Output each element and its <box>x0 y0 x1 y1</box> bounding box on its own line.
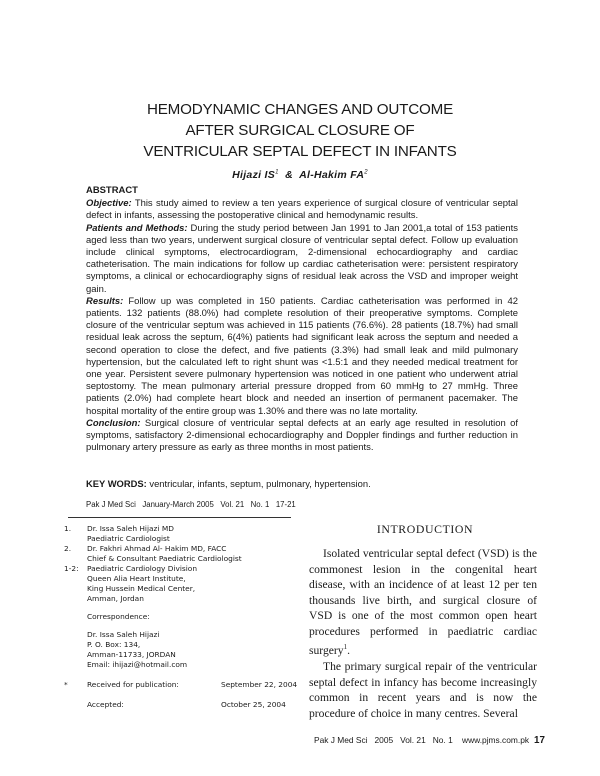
correspondence-label: Correspondence: <box>87 612 150 621</box>
author-1: Hijazi IS <box>232 169 276 181</box>
methods-label: Patients and Methods: <box>86 222 188 234</box>
footer-journal-info: Pak J Med Sci 2005 Vol. 21 No. 1 www.pjms.com.pk <box>314 735 530 745</box>
accepted-row <box>64 700 304 710</box>
title-line-3: VENTRICULAR SEPTAL DEFECT IN INFANTS <box>143 143 457 160</box>
keywords-line <box>86 478 518 489</box>
footnote-3-line-3: King Hussein Medical Center, <box>87 584 196 593</box>
introduction-paragraph-1 <box>309 546 537 658</box>
author-line <box>0 169 600 181</box>
author-2-affiliation: 2 <box>364 169 368 176</box>
methods-text: During the study period between Jan 1991 to Jan 2001,a total of 153 patients aged less than two years, underwent surgical closure of ventricular septal defect. Follow up evaluation include clinical symptoms, electrocardiogram, 2-dimensional echocardiography and cardiac catheterisation. The main indications for follow up cardiac catheterisation were: persistent respiratory symptoms, a clinical or echocardiography signs of residual leak across the VSD and improper weight gain. <box>86 222 518 295</box>
footnote-divider <box>68 517 291 518</box>
abstract-heading: ABSTRACT <box>86 185 138 196</box>
objective-label: Objective: <box>86 198 132 210</box>
abstract-conclusion <box>86 418 518 455</box>
keywords-label: KEY WORDS: <box>86 478 147 489</box>
abstract-methods <box>86 223 518 296</box>
title-line-2: AFTER SURGICAL CLOSURE OF <box>185 122 415 139</box>
footnote-2-line-2: Chief & Consultant Paediatric Cardiologist <box>87 554 242 563</box>
introduction-paragraph-2: The primary surgical repair of the ventricular septal defect in infancy has become increasingly common in recent years and is now the procedure of choice in many centres. Several <box>309 660 537 720</box>
footnote-3 <box>64 564 304 604</box>
intro-citation-ref: 1 <box>343 642 348 651</box>
abstract-section <box>86 185 518 454</box>
author-2: Al-Hakim FA <box>299 169 365 181</box>
conclusion-text: Surgical closure of ventricular septal defects at an early age resulted in resolution of symptoms, satisfactory 2-dimensional echocardiography and Doppler findings and further reduction in pulmonary artery pressure as early as three months in most patients. <box>86 417 518 454</box>
footnote-3-line-2: Queen Alia Heart Institute, <box>87 574 186 583</box>
correspondence-city: Amman-11733, JORDAN <box>87 650 176 659</box>
conclusion-label: Conclusion: <box>86 417 141 429</box>
correspondence-pobox: P. O. Box: 134, <box>87 640 141 649</box>
correspondence-name: Dr. Issa Saleh Hijazi <box>87 630 160 639</box>
results-text: Follow up was completed in 150 patients. Cardiac catheterisation was performed in 42 patients. 132 patients (88.0%) had complete resolution of their preoperative symptoms. Complete closure of the ventricular septum was achieved in 115 patients (76.6%). 28 patients (18.7%) had small residual leak across the septum, 6(4%) patients had significant leak across the septum and needed a second operation to close the defect, and five patients (3.3%) had small leak and mild pulmonary hypertension, but the calculated left to right shunt was <1.5:1 and they needed medical treatment for one year. Persistent severe pulmonary hypertension was noticed in one patient who underwent atrial septostomy. The mean pulmonary arterial pressure dropped from 60 mmHg to 27 mmHg. Three patients (2.0%) had complete heart block and needed an insertion of permanent pacemaker. The hospital mortality of the entire group was 1.30% and there was no late mortality. <box>86 295 518 417</box>
introduction-body <box>309 546 537 722</box>
introduction-heading: INTRODUCTION <box>376 522 474 536</box>
title-line-1: HEMODYNAMIC CHANGES AND OUTCOME <box>146 101 453 118</box>
footnote-2-number: 2. <box>64 544 72 553</box>
page-number: 17 <box>534 735 545 746</box>
footnote-1-line-2: Paediatric Cardiologist <box>87 534 170 543</box>
footnote-1 <box>64 524 304 544</box>
footnote-3-line-4: Amman, Jordan <box>87 594 144 603</box>
abstract-results <box>86 296 518 418</box>
intro-para-1-end: . <box>347 643 350 657</box>
correspondence-email: Email: ihijazi@hotmail.com <box>87 660 188 669</box>
keywords-text: ventricular, infants, septum, pulmonary, hypertension. <box>146 478 371 489</box>
footnote-3-number: 1-2: <box>64 564 79 573</box>
accepted-label: Accepted: <box>87 700 124 709</box>
author-1-affiliation: 1 <box>275 169 279 176</box>
article-title <box>80 99 520 162</box>
footnote-3-line-1: Paediatric Cardiology Division <box>87 564 198 573</box>
received-label: Received for publication: <box>87 680 179 689</box>
citation-line: Pak J Med Sci January-March 2005 Vol. 21 No. 1 17-21 <box>86 500 296 509</box>
correspondence-block <box>64 612 304 670</box>
objective-text: This study aimed to review a ten years experience of surgical closure of ventricular septal defect in infants, assessing the postoperative clinical and hemodynamic results. <box>86 198 518 222</box>
footnote-2 <box>64 544 304 564</box>
accepted-date: October 25, 2004 <box>221 700 286 709</box>
page-footer <box>314 735 545 746</box>
footnote-1-line-1: Dr. Issa Saleh Hijazi MD <box>87 524 174 533</box>
received-star: * <box>64 680 68 689</box>
footnote-1-number: 1. <box>64 524 72 533</box>
author-separator: & <box>285 169 294 181</box>
results-label: Results: <box>86 295 124 307</box>
abstract-objective <box>86 198 518 222</box>
received-row <box>64 680 304 690</box>
received-date: September 22, 2004 <box>221 680 298 689</box>
author-footnotes <box>64 524 304 710</box>
intro-para-1-text: Isolated ventricular septal defect (VSD) is the commonest lesion in the congenital heart disease, with an incidence of at least 12 per ten thousands live birth, and surgical closure of VSD is one of the most common open heart procedures performed in paediatric cardiac surgery <box>309 547 537 657</box>
footnote-2-line-1: Dr. Fakhri Ahmad Al- Hakim MD, FACC <box>87 544 227 553</box>
